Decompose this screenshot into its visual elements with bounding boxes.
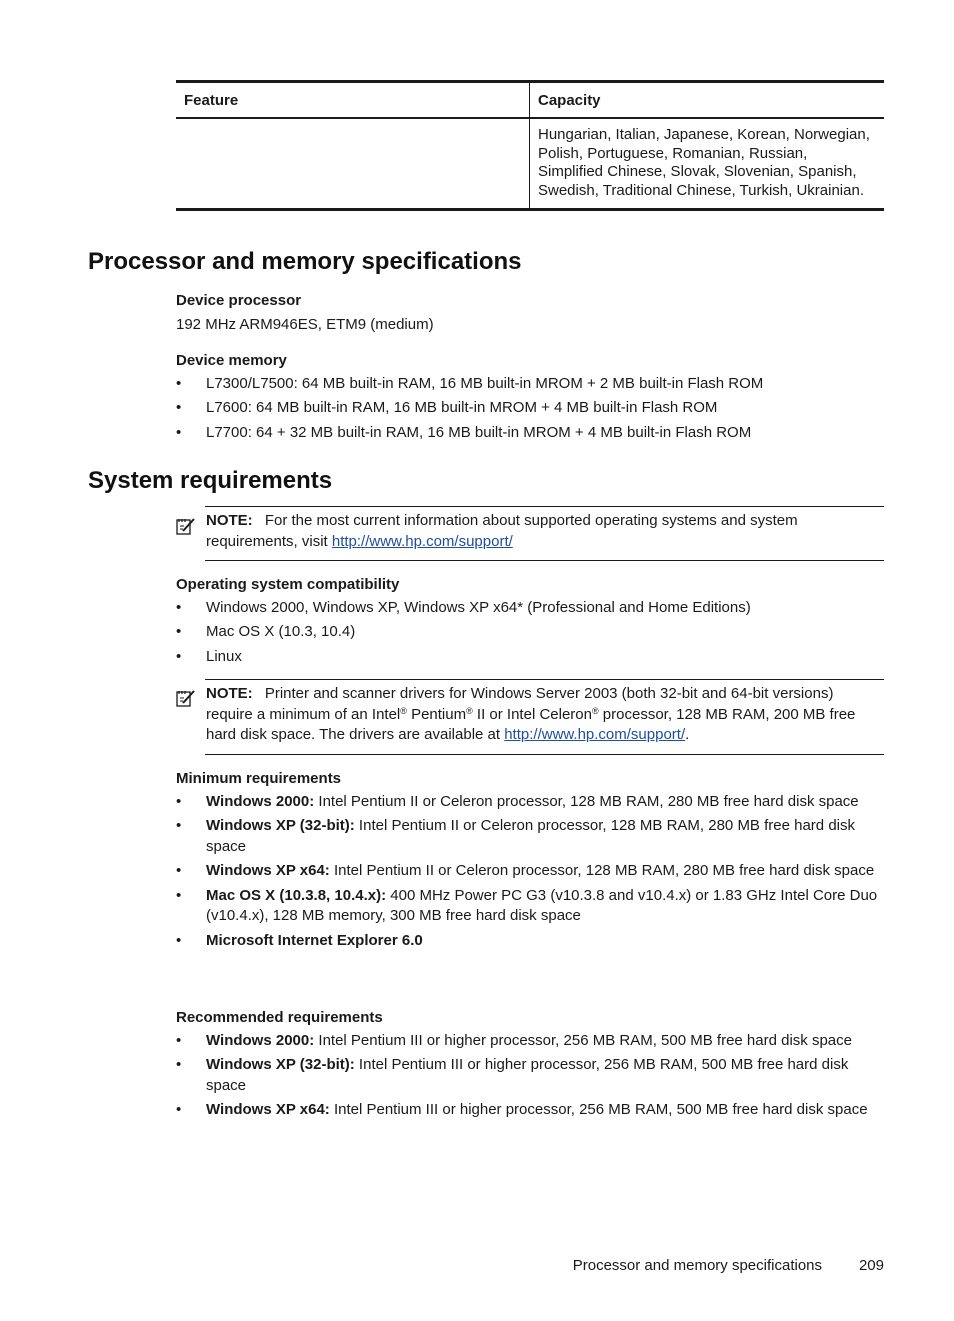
memory-block bbox=[176, 351, 884, 443]
note-box-1 bbox=[176, 506, 884, 561]
item-label: Windows 2000: bbox=[206, 1031, 315, 1049]
item-label: Windows XP (32-bit): bbox=[206, 817, 355, 834]
minimum-heading: Minimum requirements bbox=[176, 770, 342, 787]
item-label: Windows XP (32-bit): bbox=[206, 1056, 355, 1073]
list-item bbox=[176, 931, 884, 952]
item-label: Microsoft Internet Explorer 6.0 bbox=[206, 931, 423, 949]
table-header-capacity: Capacity bbox=[530, 82, 885, 119]
page-number: 209 bbox=[858, 1257, 884, 1274]
list-item bbox=[176, 792, 884, 813]
item-label: Mac OS X (10.3.8, 10.4.x): bbox=[206, 886, 387, 904]
note-2-part4: processor, 128 MB RAM, 200 MB free hard disk space. The drivers are available at bbox=[206, 705, 856, 743]
list-item: • Windows 2000, Windows XP, Windows XP x64* (Professional and Home Editions) bbox=[176, 598, 884, 619]
registered-mark: ® bbox=[400, 705, 407, 716]
note-2-part3: II or Intel Celeron bbox=[472, 705, 592, 723]
table-header-row bbox=[176, 82, 884, 119]
item-label: Windows 2000: bbox=[206, 792, 315, 810]
table-cell-feature bbox=[176, 118, 530, 210]
registered-mark: ® bbox=[591, 705, 599, 716]
item-text: Intel Pentium II or Celeron processor, 128 MB RAM, 280 MB free hard disk space bbox=[314, 792, 859, 810]
table-header-feature: Feature bbox=[176, 82, 530, 119]
note-2-part1: Printer and scanner drivers for Windows Server 2003 (both 32-bit and 64-bit versions) require a minimum of an Intel bbox=[206, 685, 834, 723]
note-2-text bbox=[206, 679, 884, 746]
item-label: Windows XP x64: bbox=[206, 862, 330, 879]
section-title-processor: Processor and memory specifications bbox=[88, 248, 522, 275]
list-item bbox=[176, 886, 884, 927]
section-title-system: System requirements bbox=[88, 467, 333, 494]
processor-value: 192 MHz ARM946ES, ETM9 (medium) bbox=[176, 315, 434, 333]
item-text: Intel Pentium III or higher processor, 256 MB RAM, 500 MB free hard disk space bbox=[329, 1101, 868, 1118]
processor-block bbox=[176, 291, 884, 335]
os-heading: Operating system compatibility bbox=[176, 576, 400, 593]
processor-heading: Device processor bbox=[176, 292, 302, 309]
note-box-2 bbox=[176, 679, 884, 755]
note-rule-bottom bbox=[205, 754, 884, 755]
minimum-list bbox=[176, 792, 884, 952]
item-text: Intel Pentium III or higher processor, 256 MB RAM, 500 MB free hard disk space bbox=[206, 1056, 849, 1094]
note-pencil-icon bbox=[176, 516, 196, 536]
note-rule-bottom bbox=[205, 560, 884, 561]
capacity-table-wrap bbox=[176, 80, 884, 211]
capacity-table bbox=[176, 80, 884, 211]
recommended-list bbox=[176, 1031, 884, 1121]
item-text: Intel Pentium II or Celeron processor, 128 MB RAM, 280 MB free hard disk space bbox=[329, 862, 875, 879]
list-item: • Linux bbox=[176, 647, 884, 668]
note-2-end: . bbox=[685, 726, 690, 743]
footer-section-name: Processor and memory specifications bbox=[572, 1257, 822, 1274]
note-2-link[interactable]: http://www.hp.com/support/ bbox=[504, 726, 686, 743]
list-item bbox=[176, 816, 884, 857]
list-item: • Mac OS X (10.3, 10.4) bbox=[176, 622, 884, 643]
note-1-link[interactable]: http://www.hp.com/support/ bbox=[331, 532, 513, 550]
minimum-block bbox=[176, 769, 884, 951]
note-2-label: NOTE: bbox=[206, 685, 253, 702]
memory-heading: Device memory bbox=[176, 352, 287, 369]
registered-mark: ® bbox=[466, 705, 473, 716]
page-footer bbox=[0, 1256, 884, 1276]
item-label: Windows XP x64: bbox=[206, 1101, 330, 1118]
note-1-label: NOTE: bbox=[206, 512, 253, 529]
list-item bbox=[176, 1055, 884, 1096]
note-1-body: For the most current information about supported operating systems and system requirements, visit bbox=[206, 512, 798, 550]
list-item bbox=[176, 861, 884, 882]
note-2-part2: Pentium bbox=[406, 705, 467, 723]
note-rule-top bbox=[205, 679, 884, 680]
item-text: Intel Pentium III or higher processor, 256 MB RAM, 500 MB free hard disk space bbox=[314, 1031, 852, 1049]
note-pencil-icon bbox=[176, 688, 196, 708]
os-block bbox=[176, 575, 884, 667]
os-list bbox=[176, 598, 884, 668]
item-text: 400 MHz Power PC G3 (v10.3.8 and v10.4.x) or 1.83 GHz Intel Core Duo (v10.4.x), 128 MB memory, 300 MB free hard disk space bbox=[206, 886, 878, 924]
table-row bbox=[176, 118, 884, 210]
list-item: • L7300/L7500: 64 MB built-in RAM, 16 MB built-in MROM + 2 MB built-in Flash ROM bbox=[176, 374, 884, 395]
list-item bbox=[176, 1100, 884, 1121]
recommended-heading: Recommended requirements bbox=[176, 1009, 383, 1026]
item-text: Intel Pentium II or Celeron processor, 128 MB RAM, 280 MB free hard disk space bbox=[206, 817, 855, 855]
recommended-block bbox=[176, 1008, 884, 1121]
note-1-text bbox=[206, 506, 884, 552]
list-item bbox=[176, 1031, 884, 1052]
note-rule-top bbox=[205, 506, 884, 507]
memory-list bbox=[176, 374, 884, 444]
table-cell-capacity: Hungarian, Italian, Japanese, Korean, Norwegian, Polish, Portuguese, Romanian, Russian, Simplified Chinese, Slovak, Slovenian, Spanish, Swedish, Traditional Chinese, Turkish, Ukrainian. bbox=[530, 118, 885, 210]
list-item: • L7600: 64 MB built-in RAM, 16 MB built-in MROM + 4 MB built-in Flash ROM bbox=[176, 398, 884, 419]
list-item: • L7700: 64 + 32 MB built-in RAM, 16 MB built-in MROM + 4 MB built-in Flash ROM bbox=[176, 423, 884, 444]
